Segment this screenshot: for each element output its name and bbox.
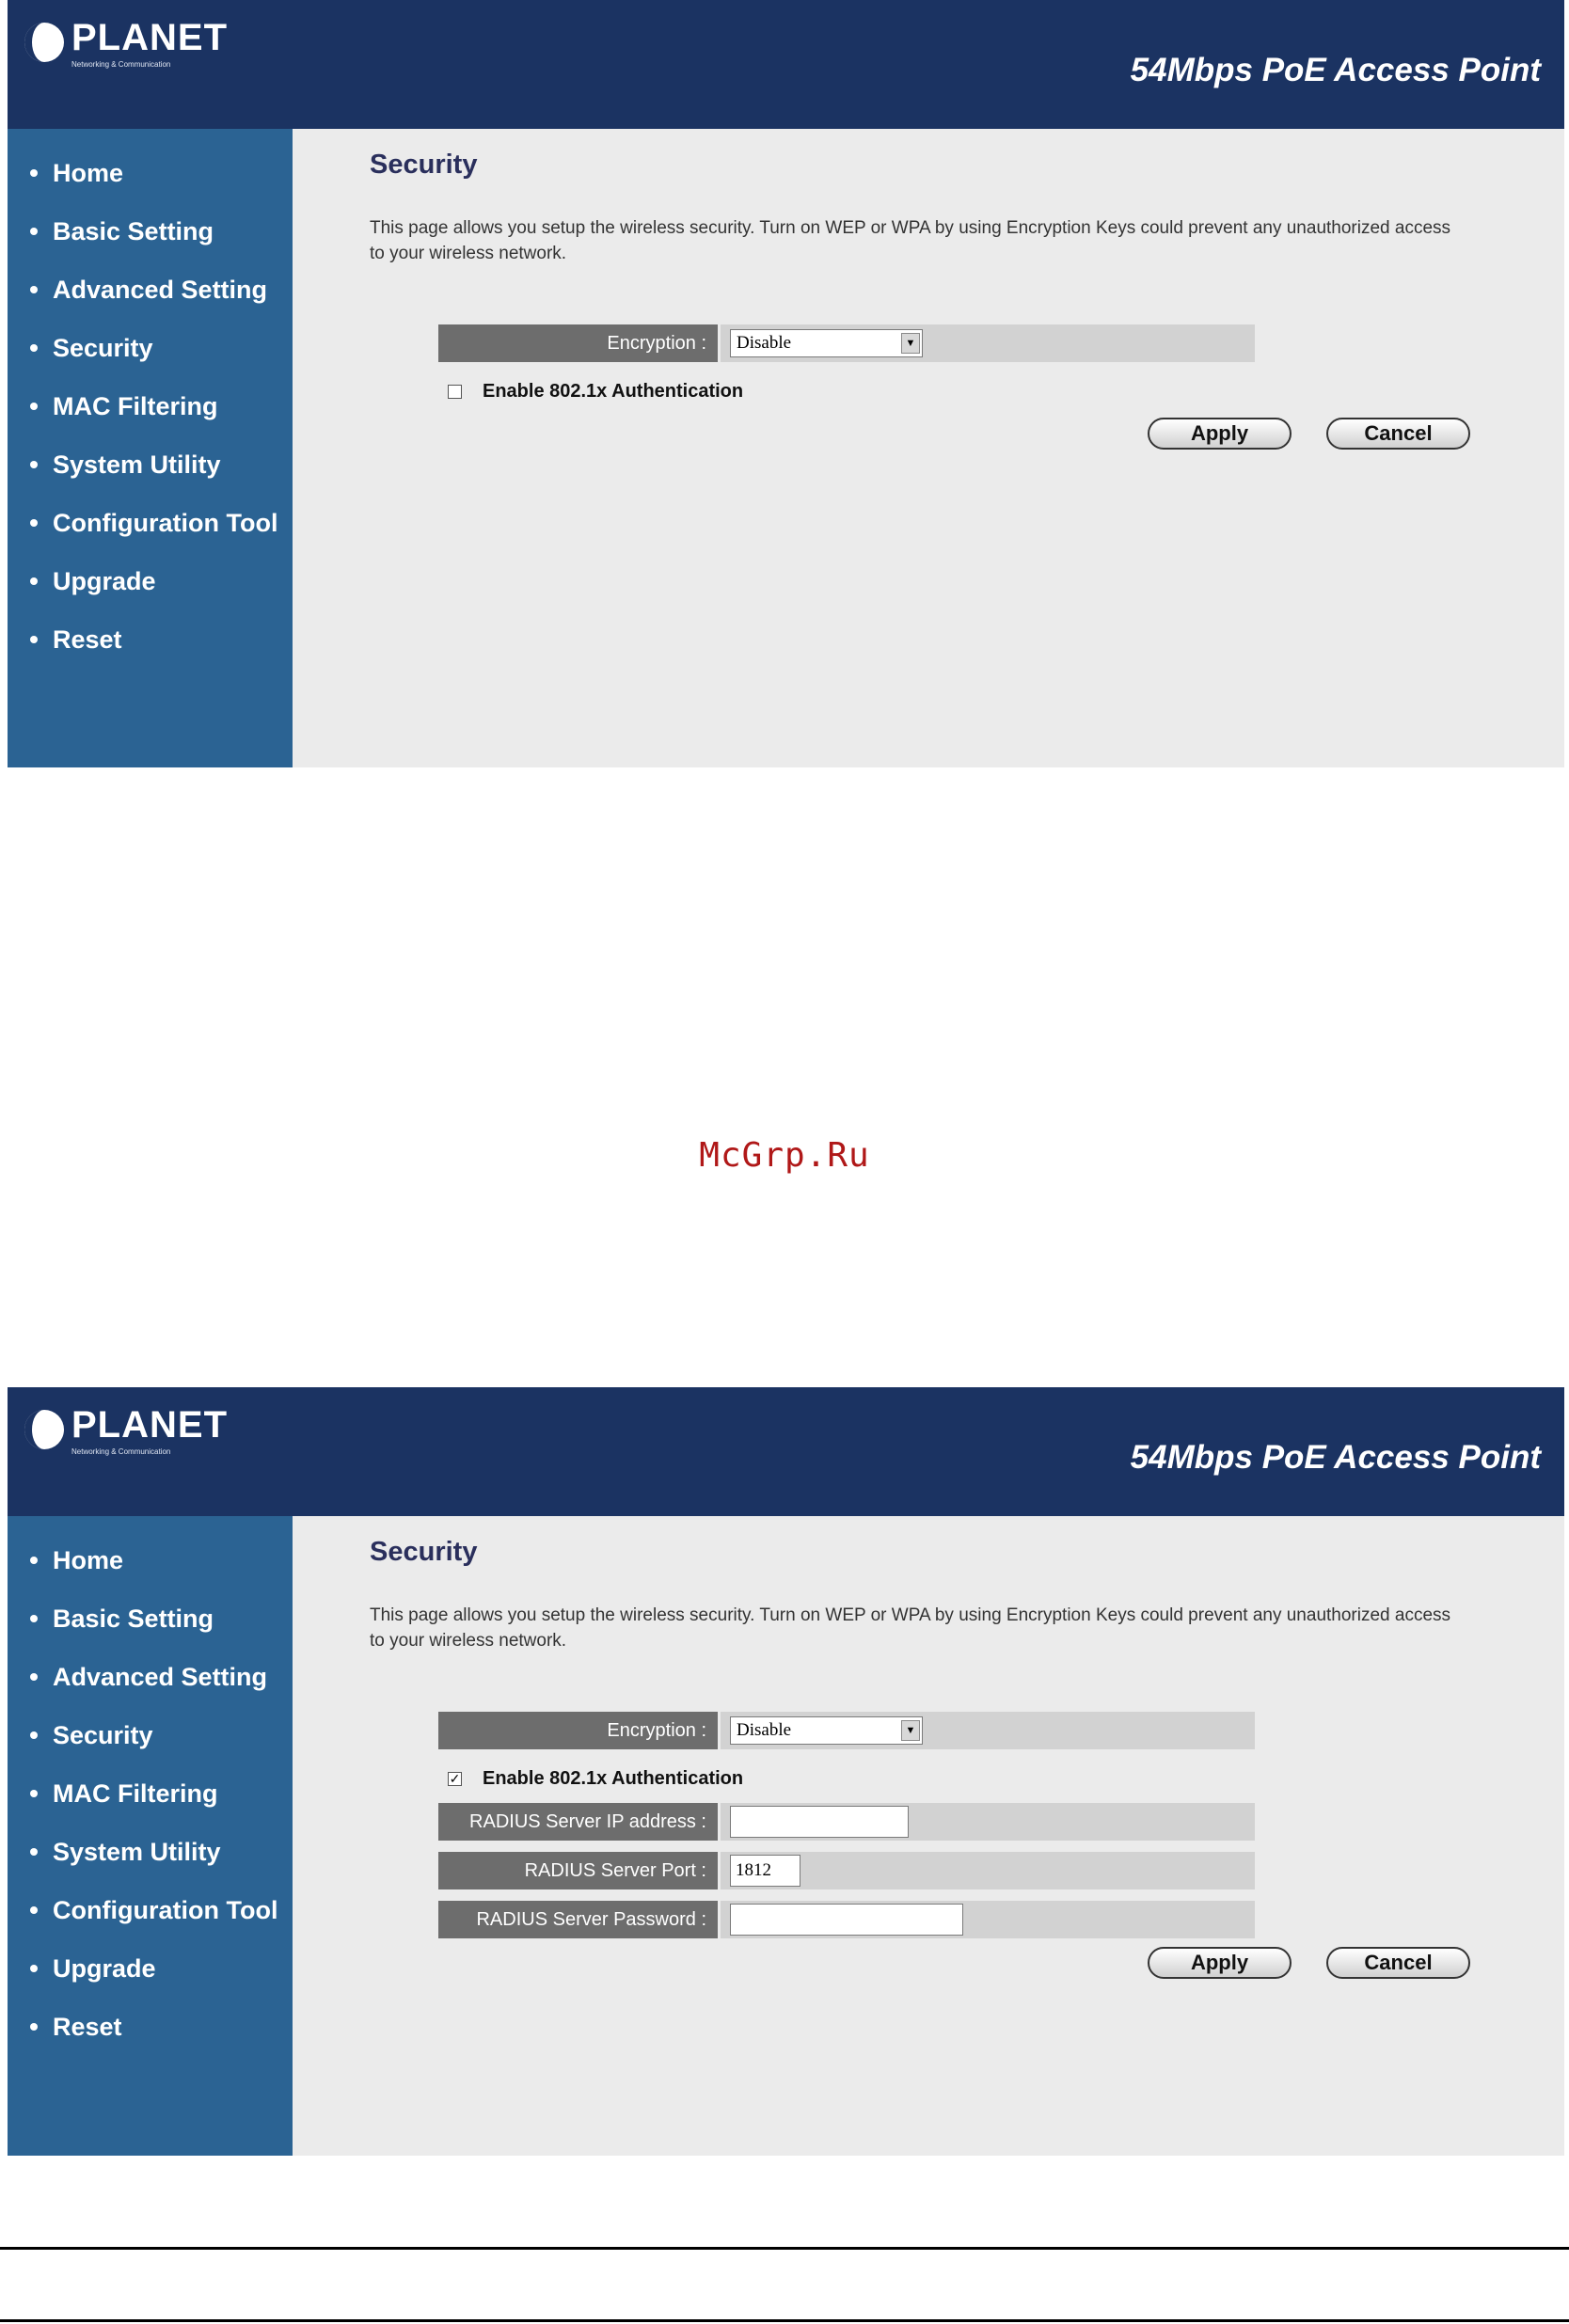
page-description: This page allows you setup the wireless security. Turn on WEP or WPA by using Encryption Keys could prevent any unauthorized access to your wireless network.	[370, 1605, 1451, 1651]
sidebar-item-security[interactable]: Security	[30, 1716, 153, 1754]
sidebar-item-reset[interactable]: Reset	[30, 621, 122, 658]
encryption-select[interactable]	[730, 1716, 923, 1745]
sidebar-item-home[interactable]: Home	[30, 1541, 123, 1579]
bullet-icon	[30, 1790, 38, 1797]
radius-port-input[interactable]: 1812	[730, 1855, 800, 1887]
bullet-icon	[30, 519, 38, 527]
sidebar-item-system-utility[interactable]: System Utility	[30, 446, 221, 483]
bullet-icon	[30, 344, 38, 352]
encryption-label: Encryption :	[438, 324, 721, 362]
bullet-icon	[30, 636, 38, 643]
sidebar-item-security[interactable]: Security	[30, 329, 153, 367]
sidebar-item-home[interactable]: Home	[30, 154, 123, 192]
sidebar-nav	[8, 1516, 293, 2156]
security-page-screenshot-1	[8, 0, 1564, 767]
bullet-icon	[30, 1557, 38, 1564]
bullet-icon	[30, 1906, 38, 1914]
bullet-icon	[30, 286, 38, 293]
enable-8021x-label: Enable 802.1x Authentication	[483, 1768, 744, 1789]
apply-button[interactable]: Apply	[1148, 1947, 1292, 1979]
radius-password-input[interactable]	[730, 1904, 963, 1936]
encryption-label: Encryption :	[438, 1712, 721, 1749]
chevron-down-icon[interactable]: ▼	[901, 333, 920, 354]
watermark-text: McGrp.Ru	[699, 1136, 870, 1175]
sidebar-item-basic-setting[interactable]: Basic Setting	[30, 1600, 214, 1637]
cancel-button[interactable]: Cancel	[1326, 418, 1470, 450]
bullet-icon	[30, 2023, 38, 2031]
radius-password-row	[438, 1901, 1255, 1938]
apply-button[interactable]: Apply	[1148, 418, 1292, 450]
page-title: Security	[370, 1537, 478, 1567]
sidebar-item-system-utility[interactable]: System Utility	[30, 1833, 221, 1871]
brand-name: PLANET	[71, 17, 228, 58]
main-content	[293, 129, 1564, 767]
planet-globe-icon	[23, 21, 66, 64]
sidebar-item-advanced-setting[interactable]: Advanced Setting	[30, 271, 267, 308]
radius-ip-row	[438, 1803, 1255, 1841]
enable-8021x-checkbox[interactable]: ✓	[449, 1771, 461, 1786]
sidebar-item-upgrade[interactable]: Upgrade	[30, 562, 156, 600]
brand-tagline: Networking & Communication	[71, 60, 171, 69]
bullet-icon	[30, 577, 38, 585]
bullet-icon	[30, 1673, 38, 1681]
planet-globe-icon	[23, 1408, 66, 1451]
brand-tagline: Networking & Communication	[71, 1447, 171, 1456]
bullet-icon	[30, 1731, 38, 1739]
sidebar-item-upgrade[interactable]: Upgrade	[30, 1950, 156, 1987]
sidebar-item-configuration-tool[interactable]: Configuration Tool	[30, 504, 277, 542]
bullet-icon	[30, 169, 38, 177]
sidebar-nav	[8, 129, 293, 767]
encryption-row	[438, 324, 1255, 362]
bullet-icon	[30, 1615, 38, 1622]
sidebar-item-mac-filtering[interactable]: MAC Filtering	[30, 1775, 218, 1812]
page-description: This page allows you setup the wireless security. Turn on WEP or WPA by using Encryption Keys could prevent any unauthorized access to your wireless network.	[370, 218, 1451, 263]
cancel-button[interactable]: Cancel	[1326, 1947, 1470, 1979]
sidebar-item-configuration-tool[interactable]: Configuration Tool	[30, 1891, 277, 1929]
encryption-row	[438, 1712, 1255, 1749]
sidebar-item-mac-filtering[interactable]: MAC Filtering	[30, 387, 218, 425]
brand-name: PLANET	[71, 1404, 228, 1446]
planet-logo	[23, 19, 248, 81]
planet-logo	[23, 1406, 248, 1468]
sidebar-item-reset[interactable]: Reset	[30, 2008, 122, 2046]
main-content	[293, 1516, 1564, 2156]
encryption-select[interactable]	[730, 329, 923, 357]
bullet-icon	[30, 1848, 38, 1856]
enable-8021x-row[interactable]	[448, 381, 743, 403]
chevron-down-icon[interactable]: ▼	[901, 1720, 920, 1741]
sidebar-item-advanced-setting[interactable]: Advanced Setting	[30, 1658, 267, 1696]
radius-port-row	[438, 1852, 1255, 1889]
radius-password-label: RADIUS Server Password :	[438, 1901, 721, 1938]
header-bar	[8, 0, 1564, 129]
sidebar-item-basic-setting[interactable]: Basic Setting	[30, 213, 214, 250]
bullet-icon	[30, 1965, 38, 1972]
radius-ip-label: RADIUS Server IP address :	[438, 1803, 721, 1841]
encryption-select-value: Disable	[737, 333, 792, 353]
bullet-icon	[30, 228, 38, 235]
product-title: 54Mbps PoE Access Point	[1130, 1439, 1541, 1476]
enable-8021x-row[interactable]	[448, 1768, 743, 1790]
encryption-select-value: Disable	[737, 1720, 792, 1740]
radius-port-label: RADIUS Server Port :	[438, 1852, 721, 1889]
product-title: 54Mbps PoE Access Point	[1130, 52, 1541, 88]
enable-8021x-checkbox[interactable]	[448, 385, 462, 399]
enable-8021x-label: Enable 802.1x Authentication	[483, 381, 744, 402]
security-page-screenshot-2	[8, 1387, 1564, 2156]
header-bar	[8, 1387, 1564, 1516]
footer-rule-top	[0, 2247, 1569, 2250]
page-title: Security	[370, 150, 478, 180]
bullet-icon	[30, 461, 38, 468]
bullet-icon	[30, 403, 38, 410]
radius-ip-input[interactable]	[730, 1806, 909, 1838]
footer-rule-bottom	[0, 2319, 1569, 2322]
